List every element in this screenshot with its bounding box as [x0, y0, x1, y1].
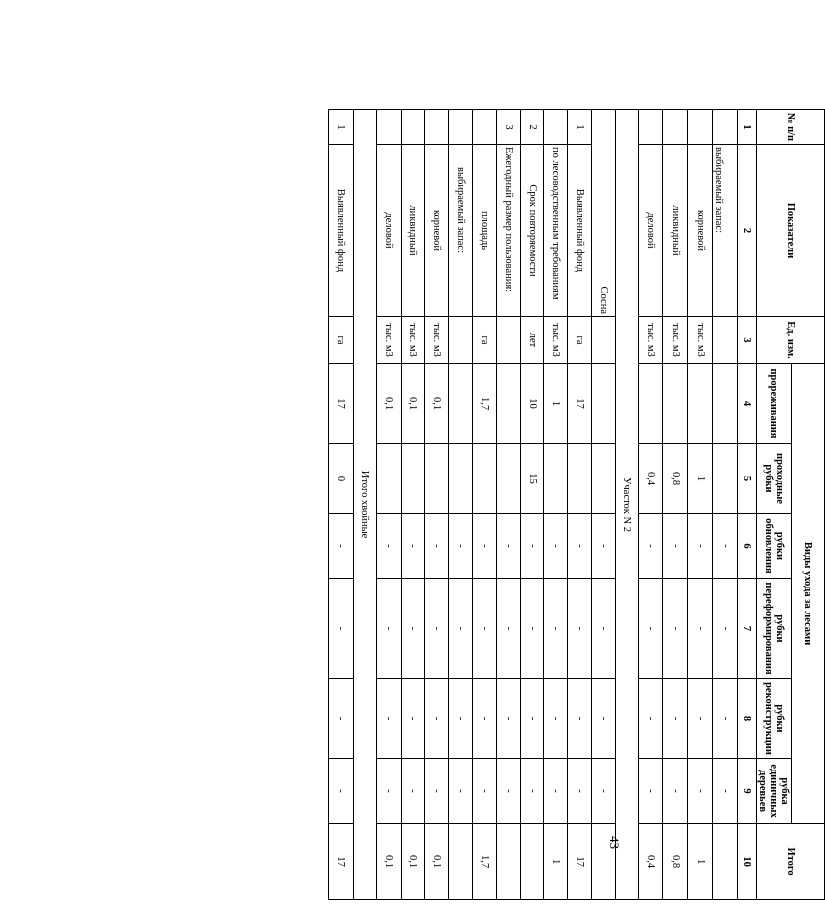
cell-value: - — [496, 679, 520, 759]
cell-value: - — [544, 579, 568, 679]
column-number: 10 — [738, 824, 757, 900]
cell-value: - — [329, 759, 354, 824]
cell-value: - — [713, 514, 738, 579]
cell-value: - — [329, 679, 354, 759]
header-total: Итого — [756, 824, 824, 900]
cell-value: - — [449, 579, 473, 679]
cell-value — [713, 444, 738, 514]
cell-value: - — [376, 679, 401, 759]
header-type: рубка единичных деревьев — [756, 759, 791, 824]
cell-num — [449, 110, 473, 145]
cell-unit — [713, 317, 738, 364]
cell-value: - — [592, 514, 616, 579]
column-number: 4 — [738, 364, 757, 444]
cell-value: - — [688, 514, 713, 579]
cell-indicator: корневой — [425, 145, 449, 317]
cell-value: 0,1 — [376, 824, 401, 900]
column-number: 3 — [738, 317, 757, 364]
cell-value: - — [329, 514, 354, 579]
table-row — [472, 110, 496, 900]
cell-indicator: ликвидный — [663, 145, 688, 317]
cell-value — [638, 364, 663, 444]
cell-value: 0,1 — [376, 364, 401, 444]
header-type: проходные рубки — [756, 444, 791, 514]
cell-value — [688, 364, 713, 444]
cell-unit: тыс. м3 — [638, 317, 663, 364]
column-number: 5 — [738, 444, 757, 514]
cell-value: - — [425, 514, 449, 579]
header-type: рубки реконструкции — [756, 679, 791, 759]
cell-value: - — [688, 679, 713, 759]
cell-indicator: ликвидный — [401, 145, 425, 317]
cell-value: 0,1 — [401, 824, 425, 900]
section-itogo: Итого хвойные — [353, 110, 376, 900]
cell-indicator: деловой — [638, 145, 663, 317]
table-row — [663, 110, 688, 900]
cell-unit: га — [329, 317, 354, 364]
cell-value: - — [401, 759, 425, 824]
cell-indicator: выбираемый запас: — [713, 145, 738, 317]
cell-value: - — [425, 579, 449, 679]
cell-num: 2 — [520, 110, 544, 145]
cell-value: - — [663, 759, 688, 824]
cell-value: - — [592, 579, 616, 679]
cell-unit: га — [472, 317, 496, 364]
cell-value: - — [472, 514, 496, 579]
cell-value: - — [449, 759, 473, 824]
cell-value — [544, 444, 568, 514]
section-uchastok: Участок N 2 — [615, 110, 638, 900]
cell-value: - — [472, 759, 496, 824]
cell-unit: тыс. м3 — [544, 317, 568, 364]
cell-value: 1 — [688, 444, 713, 514]
cell-value: - — [638, 514, 663, 579]
cell-value — [496, 444, 520, 514]
cell-value — [713, 824, 738, 900]
cell-value: 1,7 — [472, 364, 496, 444]
cell-value: - — [401, 679, 425, 759]
cell-unit: тыс. м3 — [376, 317, 401, 364]
cell-num — [638, 110, 663, 145]
cell-value: - — [713, 679, 738, 759]
table-row — [520, 110, 544, 900]
cell-num — [688, 110, 713, 145]
cell-indicator: выбираемый запас: — [449, 145, 473, 317]
cell-unit: тыс. м3 — [401, 317, 425, 364]
column-number: 1 — [738, 110, 757, 145]
cell-num — [401, 110, 425, 145]
cell-value: - — [688, 579, 713, 679]
header-type: рубки переформирования — [756, 579, 791, 679]
forest-care-table — [328, 109, 825, 900]
cell-indicator: площадь — [472, 145, 496, 317]
header-type: рубки обновления — [756, 514, 791, 579]
cell-unit: тыс. м3 — [663, 317, 688, 364]
cell-value: 10 — [520, 364, 544, 444]
cell-num — [376, 110, 401, 145]
cell-value: - — [449, 679, 473, 759]
table-row — [401, 110, 425, 900]
header-num: № п/п — [756, 110, 824, 145]
cell-value: - — [663, 579, 688, 679]
cell-num: 1 — [568, 110, 592, 145]
cell-value: - — [568, 514, 592, 579]
column-number: 7 — [738, 579, 757, 679]
cell-unit: тыс. м3 — [688, 317, 713, 364]
column-number: 8 — [738, 679, 757, 759]
cell-value: - — [663, 679, 688, 759]
cell-value: - — [376, 759, 401, 824]
cell-value: 15 — [520, 444, 544, 514]
cell-value: - — [520, 579, 544, 679]
cell-indicator: корневой — [688, 145, 713, 317]
table-row — [638, 110, 663, 900]
cell-indicator: по лесоводственным требованиям — [544, 145, 568, 317]
cell-value: - — [496, 579, 520, 679]
cell-value: 17 — [568, 364, 592, 444]
table-row — [544, 110, 568, 900]
cell-value: 1 — [544, 824, 568, 900]
cell-value: 0,8 — [663, 444, 688, 514]
header-unit: Ед. изм. — [756, 317, 824, 364]
cell-value: - — [592, 759, 616, 824]
cell-value: - — [496, 759, 520, 824]
cell-value — [449, 824, 473, 900]
table-row — [496, 110, 520, 900]
cell-value — [449, 364, 473, 444]
cell-value: - — [401, 514, 425, 579]
cell-num — [544, 110, 568, 145]
cell-value — [496, 824, 520, 900]
cell-indicator: Выявленный фонд — [329, 145, 354, 317]
cell-value — [376, 444, 401, 514]
cell-value: - — [638, 679, 663, 759]
cell-value — [520, 824, 544, 900]
cell-value: - — [425, 679, 449, 759]
column-number-row — [738, 110, 757, 900]
cell-value: 1 — [544, 364, 568, 444]
cell-num — [425, 110, 449, 145]
cell-value: - — [713, 759, 738, 824]
column-number: 2 — [738, 145, 757, 317]
cell-value: 17 — [329, 364, 354, 444]
cell-value: - — [520, 679, 544, 759]
cell-value: - — [425, 759, 449, 824]
cell-value: - — [329, 579, 354, 679]
cell-unit — [496, 317, 520, 364]
cell-num: 3 — [496, 110, 520, 145]
header-row-1 — [791, 110, 824, 900]
cell-value: - — [638, 579, 663, 679]
header-indicator: Показатели — [756, 145, 824, 317]
cell-value: - — [401, 579, 425, 679]
cell-num — [663, 110, 688, 145]
cell-value: - — [472, 579, 496, 679]
header-type: прореживания — [756, 364, 791, 444]
cell-value: - — [376, 579, 401, 679]
column-number: 9 — [738, 759, 757, 824]
cell-value: - — [568, 679, 592, 759]
cell-value — [401, 444, 425, 514]
cell-value: - — [520, 759, 544, 824]
cell-value: - — [713, 579, 738, 679]
cell-value — [449, 444, 473, 514]
cell-value: - — [472, 679, 496, 759]
section-sosna: Сосна — [592, 110, 616, 317]
cell-value: 0,1 — [425, 824, 449, 900]
cell-value: 0,4 — [638, 444, 663, 514]
section-row — [592, 110, 616, 900]
section-row — [353, 110, 376, 900]
cell-value — [496, 364, 520, 444]
table-row — [425, 110, 449, 900]
cell-unit: га — [568, 317, 592, 364]
cell-value — [713, 364, 738, 444]
cell-value: 17 — [329, 824, 354, 900]
cell-value: - — [376, 514, 401, 579]
cell-value: 1,7 — [472, 824, 496, 900]
table-row — [568, 110, 592, 900]
table-row — [449, 110, 473, 900]
cell-num: 1 — [329, 110, 354, 145]
cell-unit — [449, 317, 473, 364]
cell-value: - — [544, 514, 568, 579]
cell-value: - — [520, 514, 544, 579]
cell-value: 0 — [329, 444, 354, 514]
cell-indicator: Ежегодный размер пользования: — [496, 145, 520, 317]
table-row — [376, 110, 401, 900]
cell-indicator: Выявленный фонд — [568, 145, 592, 317]
cell-value — [425, 444, 449, 514]
rotated-table-container — [328, 109, 825, 876]
cell-num — [713, 110, 738, 145]
cell-value: - — [688, 759, 713, 824]
cell-value: 1 — [688, 824, 713, 900]
cell-value: - — [568, 579, 592, 679]
cell-value: 17 — [568, 824, 592, 900]
cell-value: 0,4 — [638, 824, 663, 900]
cell-value: - — [449, 514, 473, 579]
cell-value: - — [638, 759, 663, 824]
cell-value — [472, 444, 496, 514]
cell-unit: тыс. м3 — [425, 317, 449, 364]
table-row — [329, 110, 354, 900]
cell-value: - — [568, 759, 592, 824]
cell-value: 0,1 — [425, 364, 449, 444]
cell-value: - — [663, 514, 688, 579]
cell-num — [472, 110, 496, 145]
cell-indicator: деловой — [376, 145, 401, 317]
cell-value: - — [592, 679, 616, 759]
cell-value: - — [496, 514, 520, 579]
cell-value: - — [544, 679, 568, 759]
header-care-types: Виды ухода за лесами — [791, 364, 824, 824]
cell-indicator: Срок повторяемости — [520, 145, 544, 317]
section-row — [615, 110, 638, 900]
column-number: 6 — [738, 514, 757, 579]
cell-value — [663, 364, 688, 444]
page-number: 43 — [607, 836, 622, 849]
cell-value: - — [544, 759, 568, 824]
cell-value — [568, 444, 592, 514]
cell-value: 0,8 — [663, 824, 688, 900]
cell-value: 0,1 — [401, 364, 425, 444]
cell-unit: лет — [520, 317, 544, 364]
table-row — [713, 110, 738, 900]
table-row — [688, 110, 713, 900]
